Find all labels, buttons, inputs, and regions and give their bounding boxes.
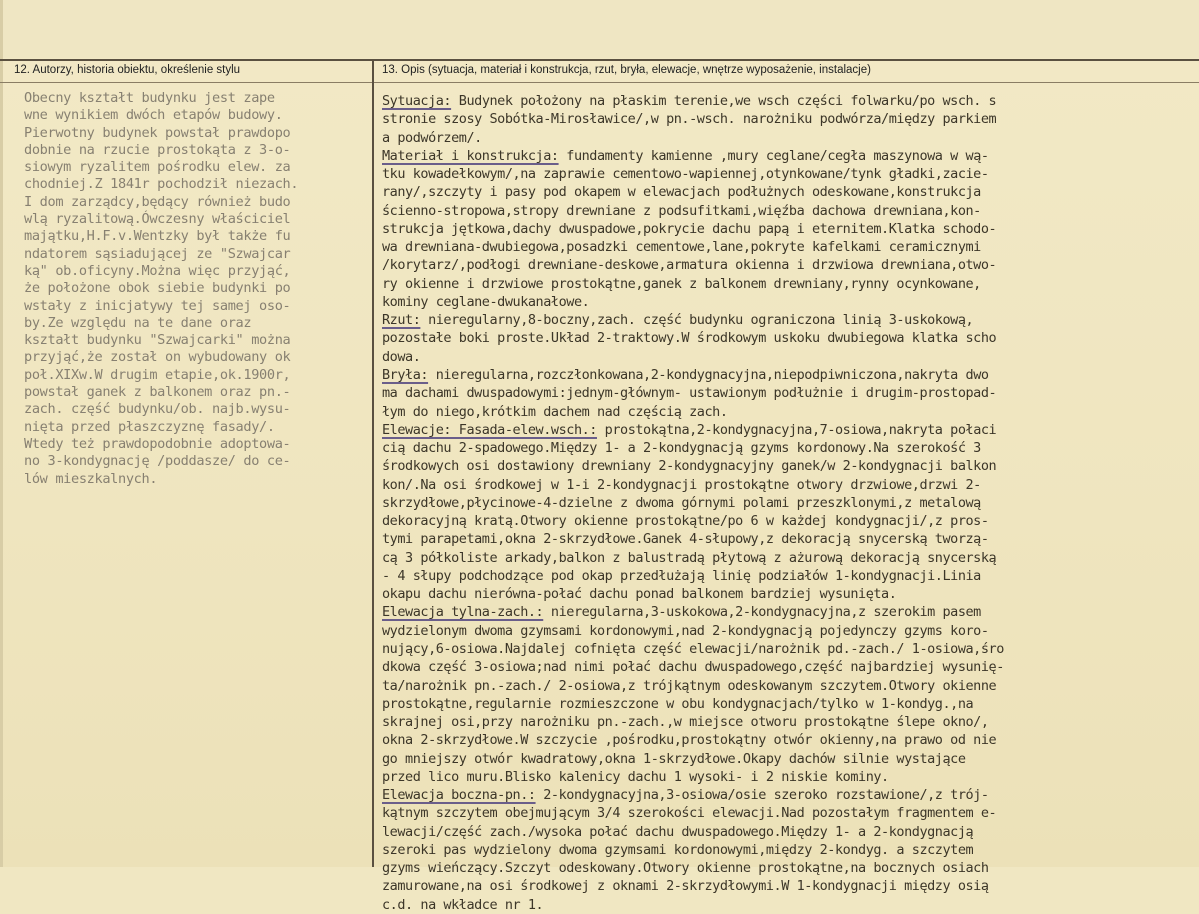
line-text: kominy ceglane-dwukanałowe. (382, 293, 590, 310)
description-line (382, 695, 1197, 713)
description-line (382, 311, 1197, 329)
history-line: przyjąć,że został on wybudowany ok (24, 349, 291, 366)
description-line (382, 585, 1197, 603)
line-text: dkowa część 3-osiowa;nad nimi połać dachu dwuspadowego,część najbardziej wysunię- (382, 659, 1004, 676)
line-text: środkowych osi dostawiony drewniany 2-kondygnacyjny ganek/w 2-kondygnacji balkon (382, 458, 997, 475)
history-line: majątku,H.F.v.Wentzky był także fu (24, 228, 291, 245)
blank-top-margin (0, 0, 1199, 58)
line-text: zamurowane,na osi środkowej z oknami 2-skrzydłowymi.W 1-kondygnacji między osią (382, 878, 989, 895)
line-text: ma dachami dwuspadowymi:jednym-głównym- ustawionym podłużnie i drugim-prostopad- (382, 385, 997, 402)
history-line: zach. część budynku/ob. najb.wysu- (24, 401, 291, 418)
line-text: szeroki pas wydzielony dwoma gzymsami kordonowymi,między 2-kondyg. a szczytem (382, 841, 974, 858)
description-line (382, 238, 1197, 256)
description-line (382, 421, 1197, 439)
history-line: lów mieszkalnych. (24, 470, 158, 487)
history-line: nięta przed płaszczyznę fasady/. (24, 418, 275, 435)
line-text: ry okienne i drzwiowe prostokątne,ganek z balkonem drewniany,rynny ocynkowane, (382, 275, 981, 292)
description-line (382, 110, 1197, 128)
description-line (382, 841, 1197, 859)
history-line: I dom zarządcy,będący również budo (24, 193, 291, 210)
line-text: okapu dachu nierówna-połać dachu ponad balkonem bardziej wysunięta. (382, 586, 897, 603)
section-heading: Sytuacja: (382, 93, 452, 109)
description-line (382, 713, 1197, 731)
description-line (382, 640, 1197, 658)
section-heading: Elewacja boczna-pn.: (382, 787, 536, 804)
history-line: wlą ryzalitową.Ówczesny właściciel (24, 211, 291, 228)
description-line (382, 403, 1197, 421)
description-line (382, 275, 1197, 293)
description-line (382, 439, 1197, 457)
line-text: a podwórzem/. (382, 129, 482, 146)
description-line (382, 859, 1197, 877)
section-heading: Elewacje: Fasada-elew.wsch.: (382, 421, 597, 438)
history-line: no 3-kondygnację /poddasze/ do ce- (24, 453, 291, 470)
description-line (382, 476, 1197, 494)
line-text: Budynek położony na płaskim terenie,we wsch części folwarku/po wsch. s (451, 93, 997, 109)
top-rule (0, 59, 1199, 61)
history-line: wstały z inicjatywy tej samej oso- (24, 297, 291, 314)
description-line (382, 220, 1197, 238)
line-text: cą 3 półkoliste arkady,balkon z balustradą płytową z ażurową dekoracją snycerską (382, 549, 997, 566)
description-line (382, 366, 1197, 384)
line-text: prostokątna,2-kondygnacyjna,7-osiowa,nakryta połaci (596, 421, 997, 438)
line-text: przed lico muru.Blisko kalenicy dachu 1 wysoki- i 2 niskie kominy. (382, 768, 889, 785)
description-line (382, 658, 1197, 676)
line-text: nieregularna,rozczłonkowana,2-kondygnacyjna,niepodpiwniczona,nakryta dwo (428, 366, 989, 383)
line-text: lewacji/część zach./wysoka połać dachu dwuspadowego.Między 1- a 2-kondygnacją (382, 823, 974, 840)
section-13-header: 13. Opis (sytuacja, materiał i konstrukcja, rzut, bryła, elewacje, wnętrze wyposażenie, instalacje) (382, 64, 871, 76)
description-line (382, 92, 1197, 110)
line-text: 2-kondygnacyjna,3-osiowa/osie szeroko rozstawione/,z trój- (535, 787, 989, 804)
description-line (382, 549, 1197, 567)
line-text: gzyms wieńczący.Szczyt odeskowany.Otwory okienne prostokątne,na bocznych osiach (382, 860, 989, 877)
section-heading: Rzut: (382, 312, 421, 329)
description-line (382, 567, 1197, 585)
history-line: Wtedy też prawdopodobnie adoptowa- (24, 435, 291, 452)
history-line: Obecny kształt budynku jest zape (24, 90, 275, 106)
description-line (382, 256, 1197, 274)
line-text: nujący,6-osiowa.Najdalej cofnięta część elewacji/narożnik pd.-zach./ 1-osiowa,śro (382, 640, 1004, 657)
line-text: rany/,szczyty i pasy pod okapem w elewacjach podłużnych odeskowane,konstrukcja (382, 184, 981, 201)
history-line: dobnie na rzucie prostokąta z 3-o- (24, 141, 291, 158)
line-text: tymi parapetami,okna 2-skrzydłowe.Ganek 4-słupowy,z dekoracją snycerską tworzą- (382, 531, 989, 548)
description-line (382, 165, 1197, 183)
line-text: dekoracyjną kratą.Otwory okienne prostokątne/po 6 w każdej kondygnacji/,z pros- (382, 513, 989, 530)
description-line (382, 384, 1197, 402)
history-line: chodniej.Z 1841r pochodził niezach. (24, 176, 299, 193)
line-text: skrajnej osi,przy narożniku pn.-zach.,w miejsce otworu prostokątne ślepe okno/, (382, 714, 989, 731)
line-text: wydzielonym dwoma gzymsami kordonowymi,nad 2-kondygnacją pojedynczy gzyms koro- (382, 622, 989, 639)
line-text: nieregularny,8-boczny,zach. część budynku ograniczona linią 3-uskokową, (420, 312, 974, 329)
history-line: że położone obok siebie budynki po (24, 280, 291, 297)
description-line (382, 348, 1197, 366)
section-heading: Bryła: (382, 366, 429, 383)
line-text: stronie szosy Sobótka-Mirosławice/,w pn.-wsch. narożniku podwórza/między parkiem (382, 111, 997, 128)
description-line (382, 494, 1197, 512)
section-heading: Materiał i konstrukcja: (382, 147, 559, 164)
history-line: siowym ryzalitem pośrodku elew. za (24, 159, 291, 176)
history-line: ndatorem sąsiadującej ze "Szwajcar (24, 245, 291, 262)
description-line (382, 457, 1197, 475)
line-text: łym do niego,krótkim dachem nad częścią zach. (382, 403, 728, 420)
line-text: pozostałe boki proste.Układ 2-traktowy.W środkowym uskoku dwubiegowa klatka scho (382, 330, 997, 347)
section-12-header: 12. Autorzy, historia obiektu, określenie stylu (14, 64, 241, 76)
line-text: ta/narożnik pn.-zach./ 2-osiowa,z trójkątnym odeskowanym szczytem.Otwory okienne (382, 677, 997, 694)
description-line (382, 202, 1197, 220)
line-text: tku kowadełkowym/,na zaprawie cementowo-wapiennej,otynkowane/tynk gładki,zacie- (382, 166, 989, 183)
description-line (382, 329, 1197, 347)
description-line (382, 183, 1197, 201)
description-line (382, 731, 1197, 749)
description-line (382, 129, 1197, 147)
description-line (382, 677, 1197, 695)
description-line (382, 622, 1197, 640)
description-line (382, 768, 1197, 786)
description-line (382, 823, 1197, 841)
line-text: strukcja jętkowa,dachy dwuspadowe,pokrycie dachu papą i eternitem.Klatka schodo- (382, 220, 997, 237)
line-text: /korytarz/,podłogi drewniane-deskowe,armatura okienna i drzwiowa drewniana,otwo- (382, 257, 997, 274)
line-text: ścienno-stropowa,stropy drewniane z podsufitkami,więźba dachowa drewniana,kon- (382, 202, 981, 219)
history-line: by.Ze względu na te dane oraz (24, 314, 252, 331)
line-text: go mniejszy otwór kwadratowy,okna 1-skrzydłowe.Okapy dachów silnie wystające (382, 750, 966, 767)
description-line (382, 147, 1197, 165)
description-line (382, 804, 1197, 822)
line-text: fundamenty kamienne ,mury ceglane/cegła maszynowa w wą- (558, 147, 989, 164)
history-line: poł.XIXw.W drugim etapie,ok.1900r, (24, 366, 291, 383)
history-text (24, 90, 366, 488)
line-text: okna 2-skrzydłowe.W szczycie ,pośrodku,prostokątny otwór okienny,na prawo od nie (382, 732, 997, 749)
line-text: c.d. na wkładce nr 1. (382, 896, 544, 913)
description-line (382, 530, 1197, 548)
section-heading: Elewacja tylna-zach.: (382, 604, 544, 621)
line-text: - 4 słupy podchodzące pod okap przedłużają linię podziałów 1-kondygnacji.Linia (382, 567, 981, 584)
history-line: wne wynikiem dwóch etapów budowy. (24, 107, 283, 124)
line-text: wa drewniana-dwubiegowa,posadzki cementowe,lane,pokryte kafelkami ceramicznymi (382, 239, 981, 256)
description-line (382, 512, 1197, 530)
line-text: kątnym szczytem obejmującym 3/4 szerokości elewacji.Nad pozostałym fragmentem e- (382, 805, 997, 822)
description-line (382, 877, 1197, 895)
line-text: skrzydłowe,płycinowe-4-dzielne z dwoma górnymi polami przeszklonymi,z metalową (382, 494, 981, 511)
history-line: Pierwotny budynek powstał prawdopo (24, 124, 291, 141)
description-line (382, 293, 1197, 311)
column-divider (372, 59, 374, 867)
description-text (382, 92, 1197, 914)
line-text: cią dachu 2-spadowego.Między 1- a 2-kondygnacją gzyms kordonowy.Na szerokość 3 (382, 440, 981, 457)
line-text: dowa. (382, 348, 421, 365)
history-line: kształt budynku "Szwajcarki" można (24, 332, 291, 349)
history-line: powstał ganek z balkonem oraz pn.- (24, 384, 291, 401)
history-line: ką" ob.oficyny.Można więc przyjąć, (24, 262, 291, 279)
description-line (382, 896, 1197, 914)
card-edge (0, 0, 3, 867)
line-text: nieregularna,3-uskokowa,2-kondygnacyjna,z szerokim pasem (543, 604, 981, 621)
line-text: kon/.Na osi środkowej w 1-i 2-kondygnacji prostokątne otwory drzwiowe,drzwi 2- (382, 476, 981, 493)
description-line (382, 786, 1197, 804)
description-line (382, 750, 1197, 768)
line-text: prostokątne,regularnie rozmieszczone w obu kondygnacjach/tylko w 1-kondyg.,na (382, 695, 974, 712)
header-rule (0, 82, 1199, 83)
description-line (382, 603, 1197, 621)
